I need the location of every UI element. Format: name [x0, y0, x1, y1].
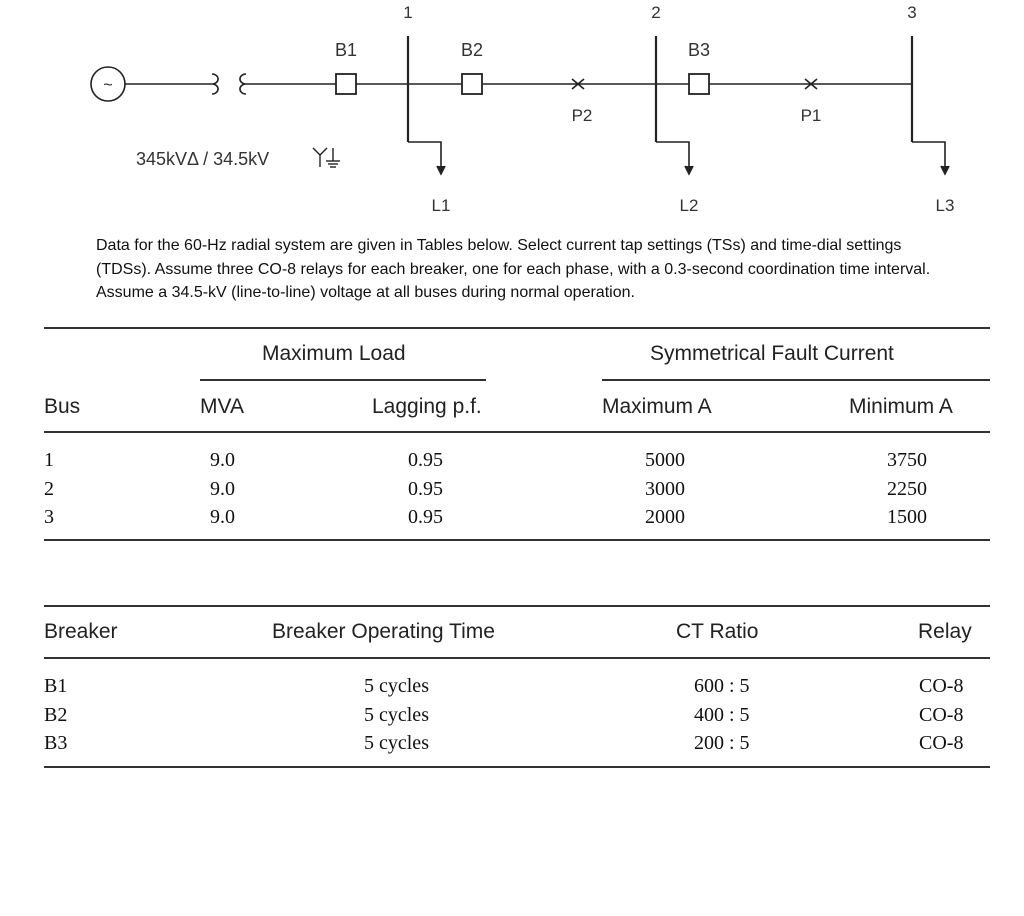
table1-col-pf	[408, 446, 443, 532]
breaker-label-b2: B2	[460, 40, 484, 60]
bus-label-3: 3	[907, 3, 917, 22]
table1-header-pf: Lagging p.f.	[372, 395, 482, 418]
load-label-l2: L2	[679, 196, 699, 215]
table1-top-rule	[44, 327, 990, 329]
table1-col-max	[645, 446, 685, 532]
table2-col-ct	[694, 672, 750, 758]
table-cell: 9.0	[210, 477, 235, 500]
table2-col-breaker	[44, 672, 67, 758]
table2-header-time: Breaker Operating Time	[272, 620, 495, 643]
table-cell: CO-8	[919, 732, 964, 754]
table-cell: 2000	[645, 506, 685, 528]
table-cell: CO-8	[919, 703, 964, 726]
transformer-icon	[212, 74, 246, 94]
breaker-b2-icon	[462, 74, 482, 94]
table-cell: 200 : 5	[694, 732, 750, 754]
table1-group-max-load: Maximum Load	[262, 342, 406, 365]
table-cell: 3000	[645, 477, 685, 500]
table1-bottom-rule	[44, 539, 990, 541]
table-cell: 5 cycles	[364, 732, 429, 754]
table2-header-rule	[44, 657, 990, 659]
table-cell: 5 cycles	[364, 675, 429, 697]
breaker-label-b1: B1	[334, 40, 358, 60]
table-cell: B1	[44, 675, 68, 697]
fault-label-p1: P1	[800, 106, 822, 125]
breaker-b1-icon	[336, 74, 356, 94]
table-cell: 3750	[887, 449, 927, 471]
table-cell: 9.0	[210, 449, 235, 471]
table1-group-fault: Symmetrical Fault Current	[650, 342, 894, 365]
transformer-rating: 345kVΔ / 34.5kV	[136, 149, 270, 169]
load-l2-icon	[656, 142, 693, 174]
load-l3-icon	[912, 142, 949, 174]
table2-bottom-rule	[44, 766, 990, 768]
table-cell: 1	[44, 449, 54, 471]
table1-group-rule-fault	[602, 379, 990, 381]
table-cell: 5000	[645, 449, 685, 471]
table-cell: 0.95	[408, 506, 443, 528]
table2-header-relay: Relay	[918, 620, 972, 643]
table1-col-min	[887, 446, 927, 532]
table1-header-min: Minimum A	[849, 395, 953, 418]
table-cell: 600 : 5	[694, 675, 750, 697]
load-label-l1: L1	[431, 196, 451, 215]
table2-top-rule	[44, 605, 990, 607]
breaker-b3-icon	[689, 74, 709, 94]
table1-header-rule	[44, 431, 990, 433]
load-label-l3: L3	[935, 196, 955, 215]
table2-col-time	[364, 672, 429, 758]
table-cell: 0.95	[408, 477, 443, 500]
problem-description: Data for the 60-Hz radial system are given in Tables below. Select current tap settings (TSs) and time-dial settings (TDSs). Assume three CO-8 relays for each breaker, one for each phase, with a 0.3-second coordination time interval. Assume a 34.5-kV (line-to-line) voltage at all buses during normal operation.	[96, 237, 931, 301]
bus-label-1: 1	[403, 3, 413, 22]
table1-header-mva: MVA	[200, 395, 244, 418]
fault-label-p2: P2	[571, 106, 593, 125]
load-l1-icon	[408, 142, 445, 174]
table-cell: B2	[44, 703, 68, 726]
table1-header-bus: Bus	[44, 395, 81, 418]
table2-col-relay	[919, 672, 963, 758]
table2-header-breaker: Breaker	[44, 620, 118, 643]
bus-label-2: 2	[651, 3, 661, 22]
table-cell: 9.0	[210, 506, 235, 528]
table-cell: 0.95	[408, 449, 443, 471]
table1-col-bus	[44, 446, 54, 532]
table-cell: 400 : 5	[694, 703, 750, 726]
table-cell: 3	[44, 506, 54, 528]
table1-col-mva	[210, 446, 235, 532]
generator-symbol: ~	[103, 77, 113, 94]
table-cell: 1500	[887, 506, 927, 528]
breaker-label-b3: B3	[687, 40, 711, 60]
one-line-diagram	[0, 0, 1024, 225]
table-cell: 2	[44, 477, 54, 500]
table1-group-rule-load	[200, 379, 486, 381]
table-cell: 5 cycles	[364, 703, 429, 726]
wye-ground-icon	[313, 148, 340, 167]
table-cell: B3	[44, 732, 68, 754]
table1-header-max: Maximum A	[602, 395, 712, 418]
table-cell: CO-8	[919, 675, 964, 697]
table-cell: 2250	[887, 477, 927, 500]
table2-header-ct: CT Ratio	[676, 620, 759, 643]
